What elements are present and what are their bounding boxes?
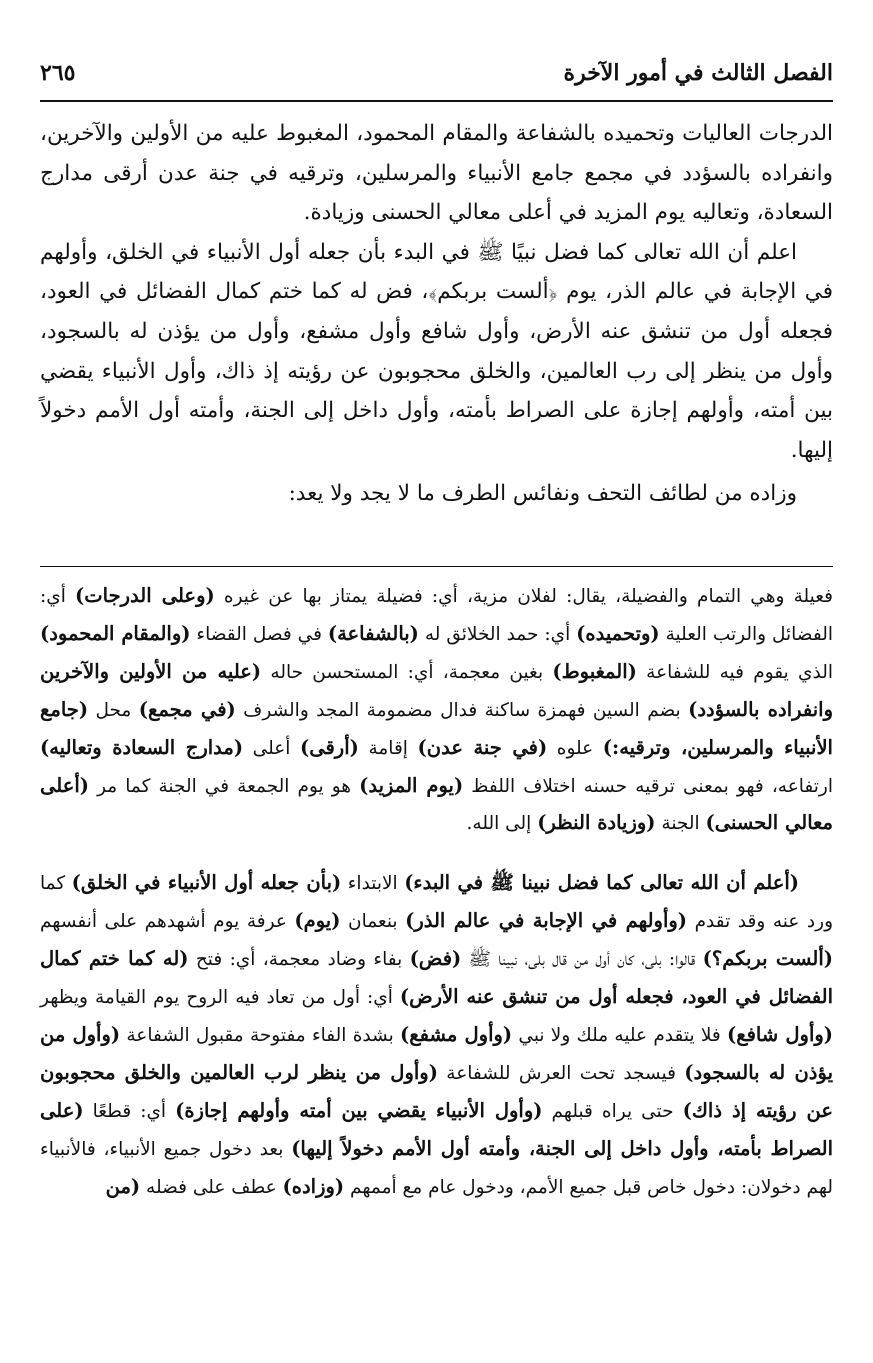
main-paragraph-3: وزاده من لطائف التحف ونفائس الطرف ما لا يجد ولا يعد: (288, 481, 797, 507)
commentary-lemma: (أعلى معالي الحسنى) (40, 773, 833, 835)
page-header (40, 56, 833, 96)
commentary-lemma: (وأولهم في الإجابة في عالم الذر) (405, 909, 688, 933)
commentary-explanation: الابتداء (341, 873, 405, 895)
commentary-explanation: عرفة يوم أشهدهم على أنفسهم (40, 911, 295, 933)
commentary-lemma: (وزيادة النظر) (537, 811, 656, 835)
commentary-lemma: (وأول شافع) (726, 1022, 833, 1046)
commentary-lemma: (أعلم أن الله تعالى كما فضل نبينا ﷺ في البدء) (404, 871, 799, 895)
commentary-lemma: (مدارج السعادة وتعاليه) (40, 735, 244, 759)
commentary-explanation: في فصل القضاء (190, 623, 328, 645)
main-paragraph-2: اعلم أن الله تعالى كما فضل نبيًا ﷺ في البدء بأن جعله أول الأنبياء في الخلق، وأولهم في الإجابة في عالم الذر، يوم ﴿ألست بربكم﴾، فض له كما ختم كمال الفضائل في العود، فجعله أول من تنشق عنه الأرض، وأول شافع وأول مشفع، وأول من يؤذن له بالسجود، وأول من ينظر إلى رب العالمين، والخلق محجوبون عن رؤيته إذ ذاك، وأول الأنبياء يقضي بين أمته، وأولهم إجازة على الصراط بأمته، وأول داخل إلى الجنة، وأمته أول الأمم دخولاً إليها. (40, 239, 833, 463)
commentary-explanation: ارتفاعه، فهو بمعنى ترقيه حسنه اختلاف اللفظ (463, 775, 833, 797)
commentary-explanation: أي: حمد الخلائق له (418, 623, 577, 645)
commentary-lemma: (جامع الأنبياء والمرسلين، وترقيه:) (40, 697, 833, 759)
commentary-lemma: (وعلى الدرجات) (75, 584, 215, 607)
commentary-explanation: علوه (547, 737, 603, 759)
commentary-explanation: أعلى (243, 737, 300, 759)
commentary-lemma: (وتحميده) (576, 621, 660, 645)
commentary-text (40, 578, 833, 1207)
commentary-explanation: فعيلة وهي التمام والفضيلة، يقال: لفلان مزية، أي: فضيلة يمتاز بها عن غيره (214, 586, 833, 607)
commentary-explanation: إقامة (358, 737, 418, 759)
commentary-explanation: إلى الله. (466, 813, 538, 835)
commentary-lemma: (فض) (409, 947, 462, 971)
commentary-explanation: الجنة (655, 813, 706, 835)
commentary-lemma: (المغبوط) (552, 659, 637, 683)
commentary-paragraph-1 (40, 578, 833, 843)
commentary-explanation: بشدة الفاء مفتوحة مقبول الشفاعة (120, 1024, 401, 1046)
commentary-explanation: بفاء وضاد معجمة، أي: فتح (188, 949, 410, 971)
commentary-lemma: (يوم المزيد) (359, 773, 464, 797)
commentary-lemma: (في مجمع) (138, 697, 236, 721)
commentary-lemma: (له كما ختم كمال الفضائل في العود، فجعله أول من تنشق عنه الأرض) (40, 947, 833, 1009)
footnote-separator (40, 566, 833, 567)
commentary-explanation: عطف على فضله (140, 1176, 283, 1198)
main-paragraph-1: الدرجات العاليات وتحميده بالشفاعة والمقام المحمود، المغبوط عليه من الأولين والآخرين، وانفراده بالسؤدد في مجمع جامع الأنبياء والمرسلين، وترقيه في جنة عدن أرقى مدارج السعادة، وتعاليه يوم المزيد في أعلى معالي الحسنى وزيادة. (40, 121, 833, 226)
commentary-lemma: (وزاده) (282, 1174, 345, 1198)
commentary-lemma: (في جنة عدن) (417, 735, 548, 759)
page-number: ٢٦٥ (40, 60, 76, 86)
commentary-explanation: بنعمان (340, 911, 406, 933)
commentary-lemma: (عليه من الأولين والآخرين وانفراده بالسؤدد) (40, 659, 833, 721)
commentary-lemma: (ألست بربكم؟) (702, 947, 833, 971)
commentary-lemma: (بالشفاعة) (327, 621, 419, 645)
commentary-explanation: الذي يقوم فيه للشفاعة (636, 661, 833, 683)
commentary-explanation: فيسجد تحت العرش للشفاعة (437, 1062, 685, 1084)
commentary-lemma: (والمقام المحمود) (40, 621, 191, 645)
main-text (40, 114, 833, 514)
running-title: الفصل الثالث في أمور الآخرة (563, 60, 833, 86)
commentary-explanation: كما ورد عنه وقد تقدم (40, 873, 833, 933)
commentary-explanation: بضم السين فهمزة ساكنة فدال مضمومة المجد والشرف (235, 699, 689, 721)
commentary-explanation: أي: الفضائل والرتب العلية (40, 586, 833, 645)
commentary-explanation: محل (88, 699, 139, 721)
commentary-lemma: (وأول من ينظر لرب العالمين والخلق محجوبون عن رؤيته إذ ذاك) (40, 1060, 834, 1122)
commentary-lemma: (على الصراط بأمته، وأول داخل إلى الجنة، وأمته أول الأمم دخولاً إليها) (40, 1098, 833, 1160)
commentary-explanation: هو يوم الجمعة في الجنة كما مر (89, 775, 360, 797)
commentary-lemma: (أرقى) (300, 735, 359, 759)
commentary-lemma: (بأن جعله أول الأنبياء في الخلق) (71, 871, 342, 895)
commentary-lemma: (وأول من يؤذن له بالسجود) (40, 1022, 833, 1084)
commentary-explanation: بعد دخول جميع الأنبياء، فالأنبياء لهم دخولان: دخول خاص قبل جميع الأمم، ودخول عام مع أممهم (40, 1138, 833, 1198)
commentary-explanation: أي: قطعًا (83, 1100, 176, 1122)
commentary-paragraph-2 (40, 865, 833, 1206)
commentary-explanation: قالوا: بلى، كان أول من قال بلى، نبينا ﷺ (461, 949, 703, 971)
commentary-lemma: (وأول الأنبياء يقضي بين أمته وأولهم إجازة) (175, 1098, 543, 1122)
commentary-explanation: فلا يتقدم عليه ملك ولا نبي (512, 1024, 727, 1046)
commentary-explanation: أي: أول من تعاد فيه الروح يوم القيامة ويظهر (40, 987, 400, 1009)
commentary-explanation: بغين معجمة، أي: المستحسن حاله (261, 661, 553, 683)
commentary-lemma: (يوم) (294, 909, 341, 933)
header-rule (40, 100, 833, 102)
commentary-lemma: (وأول مشفع) (400, 1022, 513, 1046)
commentary-lemma: (من (105, 1174, 141, 1198)
commentary-explanation: حتى يراه قبلهم (542, 1100, 683, 1122)
